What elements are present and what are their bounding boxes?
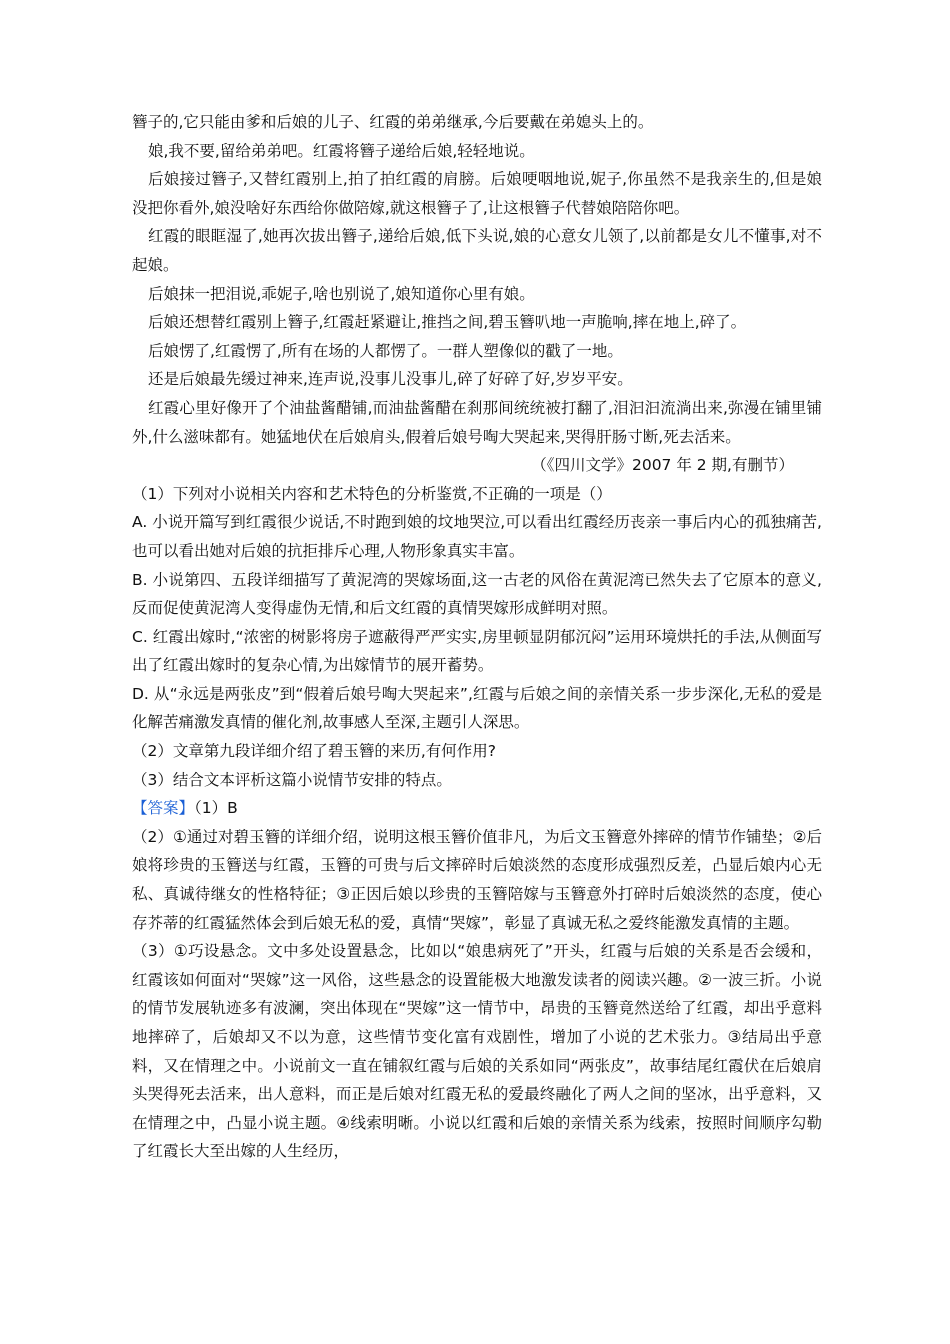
document-page [132,108,822,1166]
story-paragraph-5: 后娘抹一把泪说,乖妮子,啥也别说了,娘知道你心里有娘。 [148,284,535,303]
source-citation: （《四川文学》2007 年 2 期,有删节） [531,456,794,475]
story-paragraph-2: 娘,我不要,留给弟弟吧。红霞将簪子递给后娘,轻轻地说。 [148,141,535,160]
option-a: A. 小说开篇写到红霞很少说话,不时跑到娘的坟地哭泣,可以看出红霞经历丧亲一事后内心的孤独痛苦,也可以看出她对后娘的抗拒排斥心理,人物形象真实丰富。 [132,513,822,560]
option-b: B. 小说第四、五段详细描写了黄泥湾的哭嫁场面,这一古老的风俗在黄泥湾已然失去了它原本的意义,反而促使黄泥湾人变得虚伪无情,和后文红霞的真情哭嫁形成鲜明对照。 [132,570,822,618]
option-d: D. 从“永远是两张皮”到“假着后娘号啕大哭起来”,红霞与后娘之间的亲情关系一步步深化,无私的爱是化解苦痛激发真情的催化剂,故事感人至深,主题引人深思。 [132,684,822,732]
option-c: C. 红霞出嫁时,“浓密的树影将房子遮蔽得严严实实,房里顿显阴郁沉闷”运用环境烘托的手法,从侧面写出了红霞出嫁时的复杂心情,为出嫁情节的展开蓄势。 [132,627,822,675]
story-paragraph-3: 后娘接过簪子,又替红霞别上,拍了拍红霞的肩膀。后娘哽咽地说,妮子,你虽然不是我亲生的,但是娘没把你看外,娘没啥好东西给你做陪嫁,就这根簪子了,让这根簪子代替娘陪陪你吧。 [132,170,822,217]
story-paragraph-4: 红霞的眼眶湿了,她再次拔出簪子,递给后娘,低下头说,娘的心意女儿领了,以前都是女儿不懂事,对不起娘。 [132,227,822,274]
question-3: （3）结合文本评析这篇小说情节安排的特点。 [132,770,452,789]
question-2: （2）文章第九段详细介绍了碧玉簪的来历,有何作用? [132,742,497,761]
answer-tag: 【答案】 [132,799,195,818]
story-paragraph-7: 后娘愣了,红霞愣了,所有在场的人都愣了。一群人塑像似的戳了一地。 [148,341,623,360]
answer-3: （3）①巧设悬念。文中多处设置悬念，比如以“娘患病死了”开头，红霞与后娘的关系是否会缓和，红霞该如何面对“哭嫁”这一风俗，这些悬念的设置能极大地激发读者的阅读兴趣。②一波三折。小说的情节发展轨迹多有波澜，突出体现在“哭嫁”这一情节中，昂贵的玉簪竟然送给了红霞，却出乎意料地摔碎了，后娘却又不以为意，这些情节变化富有戏剧性，增加了小说的艺术张力。③结局出乎意料，又在情理之中。小说前文一直在铺叙红霞与后娘的关系如同“两张皮”，故事结尾红霞伏在后娘肩头哭得死去活来，出人意料，而正是后娘对红霞无私的爱最终融化了两人之间的坚冰，出乎意料，又在情理之中，凸显小说主题。④线索明晰。小说以红霞和后娘的亲情关系为线索，按照时间顺序勾勒了红霞长大至出嫁的人生经历， [132,942,822,1161]
story-paragraph-8: 还是后娘最先缓过神来,连声说,没事儿没事儿,碎了好碎了好,岁岁平安。 [148,370,633,389]
story-paragraph-6: 后娘还想替红霞别上簪子,红霞赶紧避让,推挡之间,碧玉簪叭地一声脆响,摔在地上,碎了。 [148,313,747,332]
answer-line-1 [132,794,822,823]
story-paragraph-9: 红霞心里好像开了个油盐酱醋铺,而油盐酱醋在刹那间统统被打翻了,泪汩汩流淌出来,弥漫在铺里铺外,什么滋味都有。她猛地伏在后娘肩头,假着后娘号啕大哭起来,哭得肝肠寸断,死去活来。 [132,398,822,446]
answer-2: （2）①通过对碧玉簪的详细介绍，说明这根玉簪价值非凡，为后文玉簪意外摔碎的情节作铺垫；②后娘将珍贵的玉簪送与红霞，玉簪的可贵与后文摔碎时后娘淡然的态度形成强烈反差，凸显后娘内心无私、真诚待继女的性格特征；③正因后娘以珍贵的玉簪陪嫁与玉簪意外打碎时后娘淡然的态度，使心存芥蒂的红霞猛然体会到后娘无私的爱，真情“哭嫁”，彰显了真诚无私之爱终能激发真情的主题。 [132,827,822,932]
story-paragraph-1: 簪子的,它只能由爹和后娘的儿子、红霞的弟弟继承,今后要戴在弟媳头上的。 [132,113,654,131]
question-1: （1）下列对小说相关内容和艺术特色的分析鉴赏,不正确的一项是（） [132,484,612,503]
answer-1: （1）B [194,799,238,818]
